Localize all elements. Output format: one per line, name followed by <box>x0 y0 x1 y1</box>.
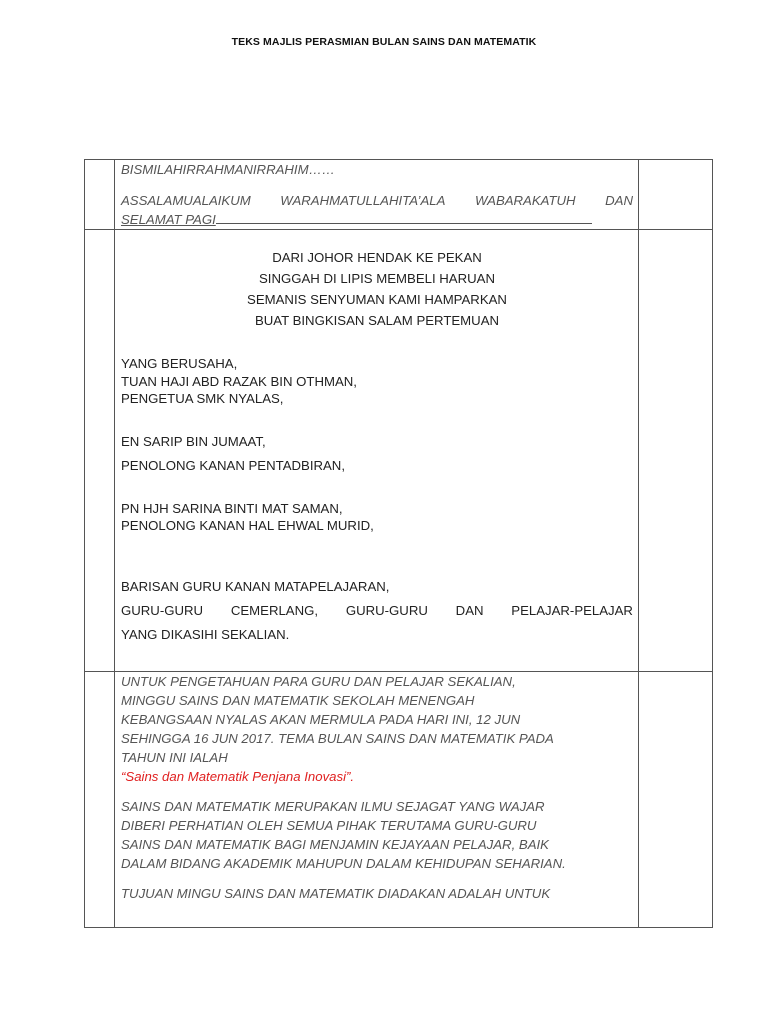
underline-rule <box>216 211 592 224</box>
addressee-list <box>121 355 633 647</box>
addressee-principal: YANG BERUSAHA, TUAN HAJI ABD RAZAK BIN OTHMAN, PENGETUA SMK NYALAS, <box>121 356 357 406</box>
announcement-cell <box>115 672 639 928</box>
script-table <box>84 159 713 928</box>
opening-cell <box>115 160 639 230</box>
greeting-line-1: ASSALAMUALAIKUM WARAHMATULLAHITA’ALA WABARAKATUH DAN <box>121 193 633 208</box>
pantun-verse: DARI JOHOR HENDAK KE PEKAN SINGGAH DI LIPIS MEMBELI HARUAN SEMANIS SENYUMAN KAMI HAMPARKAN BUAT BINGKISAN SALAM PERTEMUAN <box>247 250 507 328</box>
table-row <box>85 160 713 230</box>
document-title: TEKS MAJLIS PERASMIAN BULAN SAINS DAN MATEMATIK <box>231 36 537 48</box>
science-paragraph: SAINS DAN MATEMATIK MERUPAKAN ILMU SEJAGAT YANG WAJAR DIBERI PERHATIAN OLEH SEMUA PIHAK TERUTAMA GURU-GURU SAINS DAN MATEMATIK BAGI MENJAMIN KEJAYAAN PELAJAR, BAIK DALAM BIDANG AKADEMIK MAHUPUN DALAM KEHIDUPAN SEHARIAN. <box>121 799 566 871</box>
theme-text: “Sains dan Matematik Penjana Inovasi”. <box>121 769 355 784</box>
addressee-teachers: BARISAN GURU KANAN MATAPELAJARAN, GURU-GURU CEMERLANG, GURU-GURU DAN PELAJAR-PELAJAR YANG DIKASIHI SEKALIAN. <box>121 578 633 642</box>
addressee-student-affairs: PN HJH SARINA BINTI MAT SAMAN, PENOLONG KANAN HAL EHWAL MURID, <box>121 500 374 533</box>
table-cell-left <box>85 160 115 230</box>
welcome-cell <box>115 230 639 672</box>
greeting-line-2: SELAMAT PAGI <box>121 210 633 229</box>
addressee-admin: EN SARIP BIN JUMAAT, PENOLONG KANAN PENTADBIRAN, <box>121 433 345 473</box>
table-row <box>85 672 713 928</box>
table-row <box>85 230 713 672</box>
announcement-paragraph: UNTUK PENGETAHUAN PARA GURU DAN PELAJAR SEKALIAN, MINGGU SAINS DAN MATEMATIK SEKOLAH MENENGAH KEBANGSAAN NYALAS AKAN MERMULA PADA HARI INI, 12 JUN SEHINGGA 16 JUN 2017. TEMA BULAN SAINS DAN MATEMATIK PADA TAHUN INI IALAH “Sains dan Matematik Penjana Inovasi”. <box>121 672 633 786</box>
greeting <box>121 191 633 229</box>
bismillah-line: BISMILAHIRRAHMANIRRAHIM…… <box>121 162 335 177</box>
purpose-paragraph: TUJUAN MINGU SAINS DAN MATEMATIK DIADAKAN ADALAH UNTUK <box>121 886 551 901</box>
table-cell-right <box>639 160 713 230</box>
